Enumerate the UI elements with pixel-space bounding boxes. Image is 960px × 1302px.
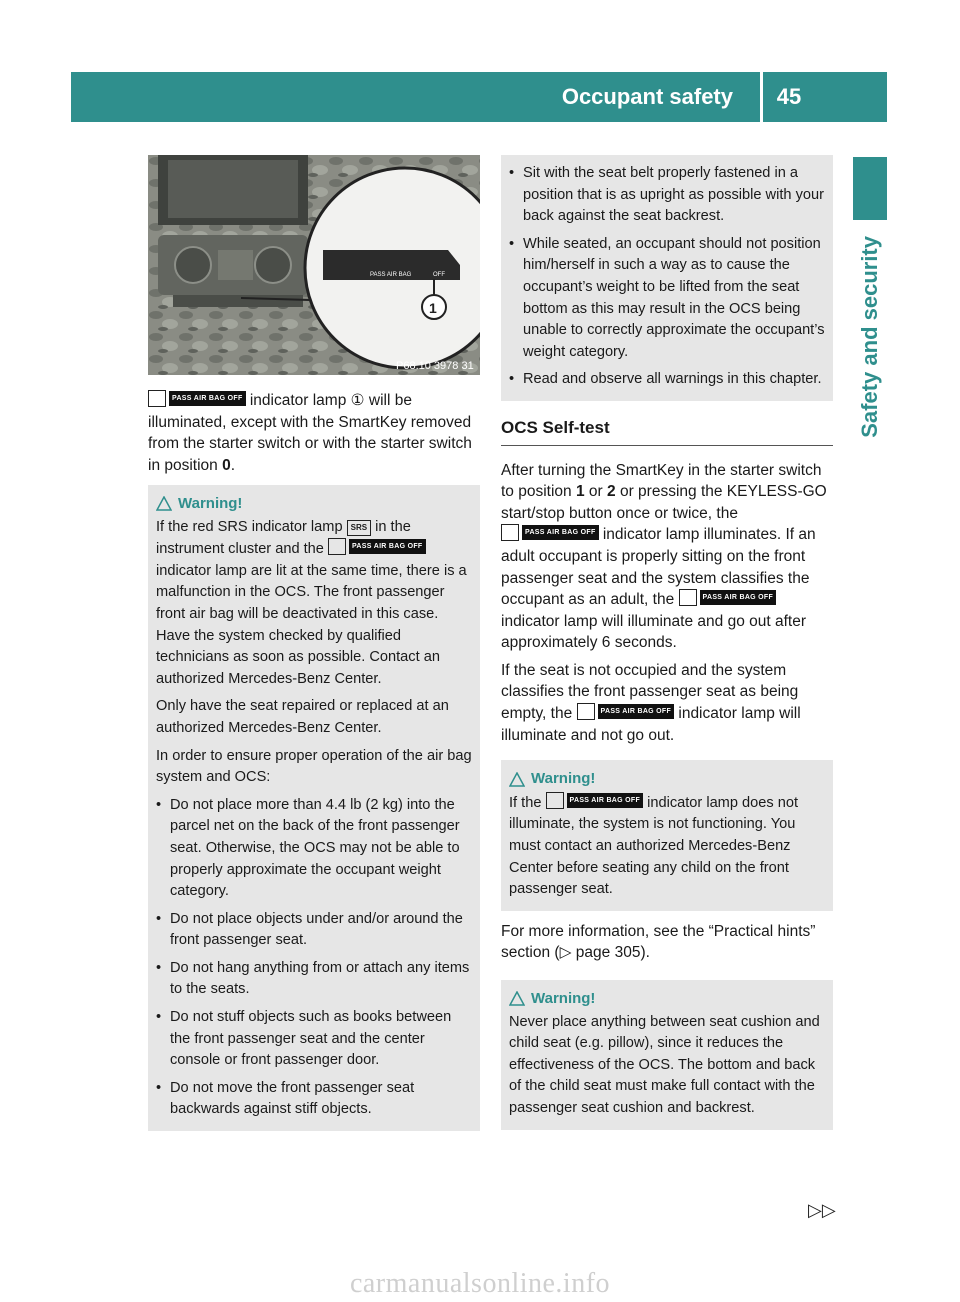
warning-paragraph-3: In order to ensure proper operation of the air bag system and OCS: <box>156 747 472 786</box>
practical-hints-reference: For more information, see the “Practical hints” section (▷ page 305). <box>501 922 816 962</box>
list-item: • Do not place more than 4.4 lb (2 kg) into the parcel net on the back of the front passenger seat. Otherwise, the OCS may not be able to properly approximate the occupant weight category. <box>156 795 472 903</box>
warning-bullets <box>156 795 472 1121</box>
watermark: carmanualsonline.info <box>349 1268 611 1299</box>
airbag-indicator: PASS AIR BAG OFF <box>577 703 675 720</box>
header-bar <box>71 72 887 122</box>
airbag-indicator <box>148 390 246 407</box>
passenger-airbag-icon <box>546 792 564 809</box>
airbag-indicator: PASS AIR BAG OFF <box>501 524 599 541</box>
list-item: • Read and observe all warnings in this chapter. <box>509 369 825 391</box>
list-item: • Do not stuff objects such as books between the front passenger seat and the center console or front passenger door. <box>156 1007 472 1072</box>
left-column <box>148 390 480 482</box>
section-title: Occupant safety <box>561 84 733 109</box>
continued-warning-box <box>501 155 833 401</box>
warning-paragraph-1: If the red SRS indicator lamp SRS in the instrument cluster and the PASS AIR BAG OFF indicator lamp are lit at the same time, there is a malfunction in the OCS. The front passenger front air bag will be deactivated in this case. Have the system checked by qualified technicians as soon as possible. Contact an authorized Mercedes-Benz Center. <box>156 518 467 687</box>
airbag-indicator: PASS AIR BAG OFF <box>328 538 426 555</box>
passenger-airbag-icon <box>679 589 697 606</box>
side-block <box>853 157 887 220</box>
chapter-tab <box>853 236 887 796</box>
right-column <box>501 155 833 1130</box>
list-item: • Do not place objects under and/or around the front passenger seat. <box>156 909 472 952</box>
warning-triangle-icon <box>156 496 172 511</box>
intro-paragraph: PASS AIR BAG OFF indicator lamp ① will be illuminated, except with the SmartKey removed from the starter switch or with the starter switch in position 0. <box>148 392 472 474</box>
left-warning-box <box>148 485 480 1131</box>
airbag-indicator: PASS AIR BAG OFF <box>679 589 777 606</box>
warning-heading: Warning! <box>509 988 825 1010</box>
continued-bullets <box>509 163 825 391</box>
warning-heading: Warning! <box>156 493 472 515</box>
self-test-paragraph-1: After turning the SmartKey in the starter switch to position 1 or 2 or pressing the KEYLESS-GO start/stop button once or twice, the PASS AIR BAG OFF indicator lamp illuminates. If an adult occupant is properly sitting on the front passenger seat and the system classifies the occupant as an adult, the PASS AIR BAG OFF indicator lamp will illuminate and go out after approximately 6 seconds. <box>501 461 827 652</box>
heading-rule <box>501 445 833 446</box>
list-item: • Do not hang anything from or attach any items to the seats. <box>156 958 472 1001</box>
photo-off-label: OFF <box>433 272 445 278</box>
warning-heading: Warning! <box>509 768 825 790</box>
page-number: 45 <box>776 84 802 109</box>
ocs-self-test-heading: OCS Self-test <box>501 417 610 437</box>
continue-arrow-icon: ▷▷ <box>808 1200 836 1220</box>
list-item: • Do not move the front passenger seat backwards against stiff objects. <box>156 1078 472 1121</box>
dashboard-photo <box>148 155 480 375</box>
passenger-airbag-icon <box>501 524 519 541</box>
warning-text: If the PASS AIR BAG OFF indicator lamp does not illuminate, the system is not functioning. You must contact an authorized Mercedes-Benz Center before seating any child on the front passenger seat. <box>509 792 825 901</box>
list-item: • While seated, an occupant should not position him/herself in such a way as to cause the occupant’s weight to be lifted from the seat bottom as this may result in the OCS being unable to correctly approximate the occupant’s weight category. <box>509 234 825 364</box>
list-item: • Sit with the seat belt properly fastened in a position that is as upright as possible with your back against the seat backrest. <box>509 163 825 228</box>
passenger-airbag-icon <box>577 703 595 720</box>
indicator-label: PASS AIR BAG OFF <box>169 391 246 406</box>
photo-code: P68.10 3978 31 <box>396 360 474 372</box>
passenger-airbag-icon <box>148 390 166 407</box>
warning-text: Never place anything between seat cushion and child seat (e.g. pillow), since it reduces the effectiveness of the OCS. The bottom and back of the child seat must make full contact with the passenger seat cushion and backrest. <box>509 1013 820 1116</box>
self-test-warning-box <box>501 760 833 911</box>
photo-panel-text: PASS AIR BAG <box>370 272 412 278</box>
warning-triangle-icon <box>509 991 525 1006</box>
chapter-tab-label: Safety and security <box>857 236 882 438</box>
warning-paragraph-2: Only have the seat repaired or replaced at an authorized Mercedes-Benz Center. <box>156 698 449 736</box>
srs-indicator-icon: SRS <box>347 520 371 536</box>
callout-number: 1 <box>429 300 437 316</box>
self-test-paragraph-2: If the seat is not occupied and the system classifies the front passenger seat as being empty, the PASS AIR BAG OFF indicator lamp will illuminate and not go out. <box>501 661 801 744</box>
warning-triangle-icon <box>509 772 525 787</box>
airbag-indicator: PASS AIR BAG OFF <box>546 792 644 809</box>
child-seat-warning-box <box>501 980 833 1130</box>
passenger-airbag-icon <box>328 538 346 555</box>
